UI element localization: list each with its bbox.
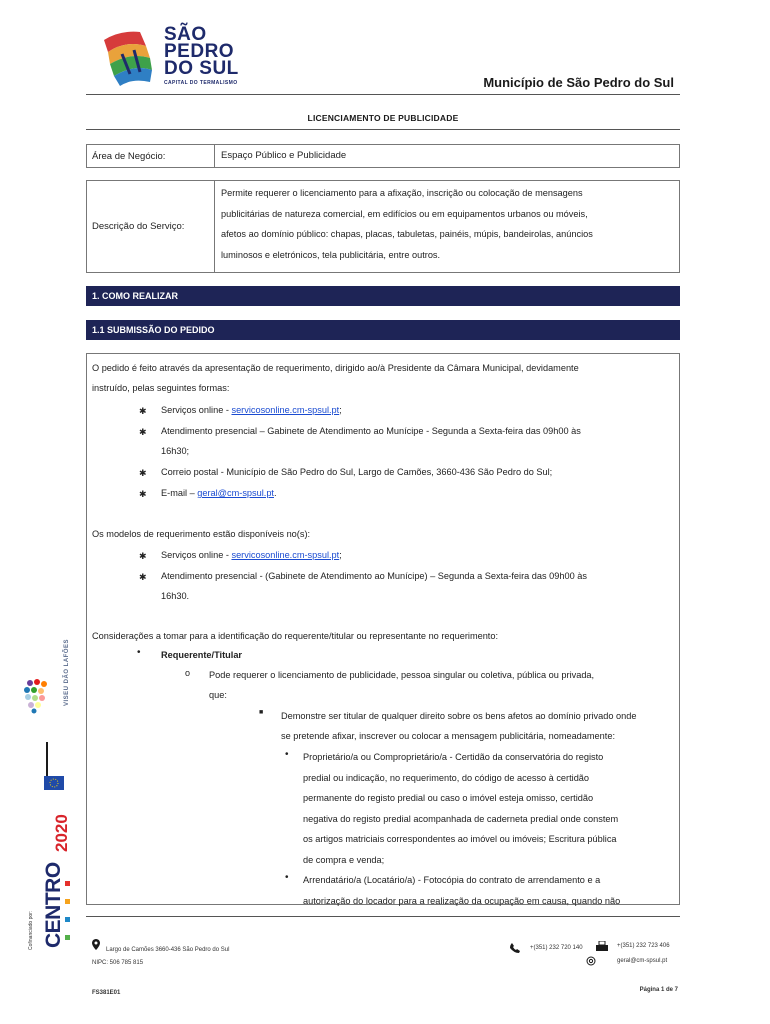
bullet-icon: ✱: [139, 468, 147, 478]
postal-item: Correio postal - Município de São Pedro do Sul, Largo de Camões, 3660-436 São Pedro do Sul;: [161, 467, 553, 477]
owner-requirements: [303, 747, 675, 870]
title-line-2: se pretende afixar, inscrever ou colocar a mensagem publicitária, nomeadamente:: [281, 731, 615, 741]
email-suffix: .: [273, 488, 277, 498]
intro-line-1: O pedido é feito através da apresentação de requerimento, dirigido ao/à Presidente da Câmara Municipal, devidamente: [92, 363, 579, 373]
email-link[interactable]: geral@cm-spsul.pt: [197, 488, 274, 498]
owner-line: permanente do registo predial ou caso o imóvel esteja omisso, certidão: [303, 793, 594, 803]
description-line: Permite requerer o licenciamento para a afixação, inscrição ou colocação de mensagens: [221, 188, 583, 198]
bullet-icon: ✱: [139, 427, 147, 437]
submission-content: [86, 353, 680, 905]
models-intro: Os modelos de requerimento estão disponíveis no(s):: [92, 529, 311, 539]
logo-line-3: DO SUL: [164, 58, 239, 79]
owner-line: Proprietário/a ou Comproprietário/a - Certidão da conservatória do registo: [303, 752, 604, 762]
title-line-1: Demonstre ser titular de qualquer direito sobre os bens afetos ao domínio privado onde: [281, 711, 637, 721]
logo-line-2: PEDRO: [164, 41, 235, 62]
tenant-line: Arrendatário/a (Locatário/a) - Fotocópia do contrato de arrendamento e a: [303, 875, 601, 885]
owner-line: negativa do registo predial acompanhada de caderneta predial onde constem: [303, 813, 619, 824]
email-prefix: E-mail –: [161, 488, 198, 498]
municipality-logo: [100, 26, 290, 96]
logo-line-1: SÃO: [164, 24, 207, 45]
presential-item-line-1: Atendimento presencial – Gabinete de Atendimento ao Munícipe - Segunda a Sexta-feira das 09h00 às: [161, 426, 581, 436]
bullet-icon: ✱: [139, 406, 147, 416]
centro-2020-logo-text: CENTRO: [42, 862, 65, 948]
online-prefix: Serviços online -: [161, 405, 232, 415]
business-area-label-cell: [86, 144, 215, 168]
logo-tagline: CAPITAL DO TERMALISMO: [164, 80, 238, 86]
online-services-link[interactable]: servicosonline.cm-spsul.pt: [231, 405, 340, 415]
owner-line: predial ou indicação, no requerimento, do código de acesso à certidão: [303, 772, 590, 783]
square-bullet-icon: ■: [259, 709, 264, 716]
header-divider: [86, 94, 680, 95]
footer-fax: +(351) 232 723 406: [617, 943, 670, 949]
portugal-2020-text: 2020: [52, 814, 71, 852]
location-pin-icon: [92, 939, 100, 950]
bullet-icon: ✱: [139, 572, 147, 582]
page-number: Página 1 de 7: [639, 987, 678, 993]
bullet-icon: •: [137, 647, 141, 658]
business-area-value-cell: [214, 144, 680, 168]
description-line: afetos ao domínio público: chapas, placas, tabuletas, painéis, múpis, bandeirolas, anúncios: [221, 229, 593, 239]
online-suffix: ;: [339, 405, 342, 415]
bullet-icon: ✱: [139, 489, 147, 499]
presential-item-line-2: 16h30;: [161, 446, 190, 456]
business-area-label: Área de Negócio:: [92, 151, 166, 162]
service-description-text: [221, 183, 673, 265]
owner-line: de compra e venda;: [303, 854, 385, 865]
intro-line-2: instruído, pelas seguintes formas:: [92, 383, 230, 393]
models-online-prefix: Serviços online -: [161, 550, 232, 560]
bullet-icon: •: [285, 749, 289, 760]
funding-sidebar: [20, 638, 80, 960]
bullet-icon: •: [285, 872, 289, 883]
applicant-line-2: que:: [209, 690, 227, 700]
email-item: [161, 483, 277, 504]
viseu-label: VISEU DÃO LAFÕES: [64, 638, 70, 706]
email-at-icon: [586, 956, 596, 966]
form-code: FS381E01: [92, 990, 121, 996]
municipality-name: Município de São Pedro do Sul: [483, 75, 674, 90]
service-description-label: Descrição do Serviço:: [92, 221, 185, 232]
owner-line: os artigos matriciais correspondentes ao imóvel ou imóveis; Escritura pública: [303, 834, 617, 844]
section-how-to: 1. COMO REALIZAR: [86, 286, 680, 306]
applicant-line-1: Pode requerer o licenciamento de publicidade, pessoa singular ou coletiva, pública ou privada,: [209, 670, 595, 680]
models-online-suffix: ;: [339, 550, 342, 560]
footer-phone: +(351) 232 720 140: [530, 945, 583, 951]
phone-icon: [510, 943, 520, 953]
models-online-link[interactable]: servicosonline.cm-spsul.pt: [231, 550, 340, 560]
bullet-icon: ✱: [139, 551, 147, 561]
logo-emblem-icon: [100, 26, 162, 88]
description-line: luminosos e eletrónicos, tela publicitária, entre outros.: [221, 249, 441, 260]
footer-email: geral@cm-spsul.pt: [617, 958, 668, 964]
title-divider: [86, 129, 680, 130]
portugal-2020-logo: [42, 810, 70, 854]
applicant-heading: Requerente/Titular: [161, 650, 243, 660]
eu-flag-icon: [44, 776, 64, 790]
service-description-value-cell: [214, 180, 680, 273]
service-description-label-cell: [86, 180, 215, 273]
considerations: Considerações a tomar para a identificação do requerente/titular ou representante no requerimento:: [92, 631, 499, 641]
tenant-requirements: [303, 870, 675, 911]
document-title: LICENCIAMENTO DE PUBLICIDADE: [307, 113, 459, 123]
description-line: publicitárias de natureza comercial, em edifícios ou em equipamentos urbanos ou móveis,: [221, 208, 588, 219]
cofinanced-label: Cofinanciado por:: [28, 910, 34, 950]
business-area-value: Espaço Público e Publicidade: [221, 150, 347, 161]
models-presential-line-2: 16h30.: [161, 591, 190, 601]
tenant-line: autorização do locador para a realização da ocupação em causa, quando não: [303, 895, 621, 906]
models-online-item: [161, 545, 342, 566]
centro-2020-squares: [64, 874, 76, 896]
footer-nipc: NIPC: 506 785 815: [92, 960, 144, 966]
logo-wordmark: [164, 26, 239, 77]
viseu-dao-lafoes-dots-icon: [22, 678, 50, 714]
fax-icon: [596, 941, 608, 951]
circle-bullet-icon: o: [185, 668, 191, 678]
footer-divider: [86, 916, 680, 917]
models-presential-line-1: Atendimento presencial - (Gabinete de Atendimento ao Munícipe) – Segunda a Sexta-feira das 09h00 às: [161, 571, 587, 581]
footer-address: Largo de Camões 3660-436 São Pedro do Sul: [106, 947, 230, 953]
section-submission: 1.1 SUBMISSÃO DO PEDIDO: [86, 320, 680, 340]
online-service-item: [161, 400, 342, 421]
